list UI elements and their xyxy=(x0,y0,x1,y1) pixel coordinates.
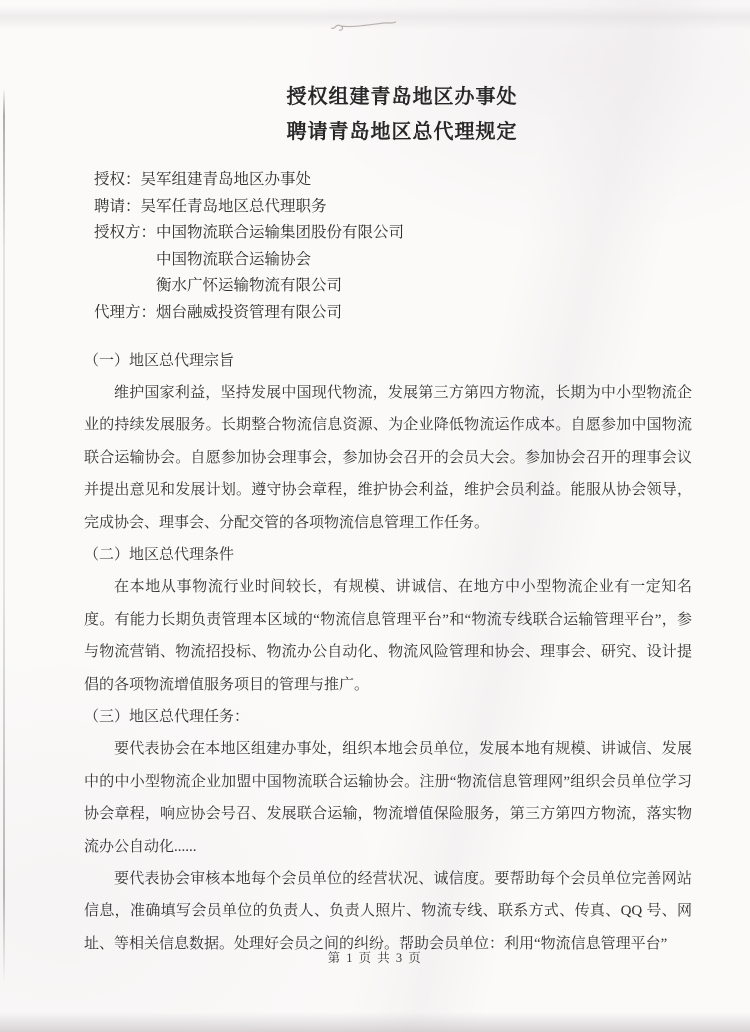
meta-line-authorizer-2: 中国物流联合运输协会 xyxy=(156,250,312,268)
section-1-heading: （一）地区总代理宗旨 xyxy=(84,352,235,369)
meta-line-agent: 代理方：烟台融威投资管理有限公司 xyxy=(94,303,343,321)
section-2-heading: （二）地区总代理条件 xyxy=(84,547,235,563)
section-1-paragraph-1: 维护国家利益，坚持发展中国现代物流，发展第三方第四方物流，长期为中小型物流企业的持续发展服务。长期整合物流信息资源、为企业降低物流运作成本。自愿参加中国物流联合运输协会。自愿参加协会理事会，参加协会召开的会员大会。参加协会召开的理事会议并提出意见和发展计划。遵守协会章程，维护协会利益，维护会员利益。能服从协会领导，完成协会、理事会、分配交管的各项物流信息管理工作任务。 xyxy=(84,384,692,531)
document-title xyxy=(98,80,706,150)
pen-mark-artifact xyxy=(328,16,404,36)
meta-line-authorizer-3: 衡水广怀运输物流有限公司 xyxy=(156,277,343,295)
document-body xyxy=(84,80,692,960)
section-3-paragraph-2: 要代表协会审核本地每个会员单位的经营状况、诚信度。要帮助每个会员单位完善网站信息，准确填写会员单位的负责人、负责人照片、物流专线、联系方式、传真、QQ 号、网址、等相关信息数据。处理好会员之间的纠纷。帮助会员单位：利用“物流信息管理平台” xyxy=(84,871,692,952)
section-2-paragraph-1: 在本地从事物流行业时间较长，有规模、讲诚信、在地方中小型物流企业有一定知名度。有能力长期负责管理本区域的“物流信息管理平台”和“物流专线联合运输管理平台”，参与物流营销、物流招投标、物流办公自动化、物流风险管理和协会、理事会、研究、设计提倡的各项物流增值服务项目的管理与推广。 xyxy=(84,579,692,693)
page-number-footer: 第 1 页 共 3 页 xyxy=(327,951,423,965)
section-3-paragraph-1: 要代表协会在本地区组建办事处，组织本地会员单位，发展本地有规模、讲诚信、发展中的中小型物流企业加盟中国物流联合运输协会。注册“物流信息管理网”组织会员单位学习协会章程，响应协会号召、发展联合运输，物流增值保险服务，第三方第四方物流，落实物流办公自动化...... xyxy=(84,741,692,855)
section-3-heading: （三）地区总代理任务： xyxy=(84,709,250,726)
meta-line-appointment: 聘请：吴军任青岛地区总代理职务 xyxy=(94,197,327,215)
meta-line-authorizer-1: 授权方：中国物流联合运输集团股份有限公司 xyxy=(94,224,405,242)
scan-shadow-bottom xyxy=(0,1012,750,1032)
scan-edge-line-left xyxy=(3,88,5,983)
document-title-line-1: 授权组建青岛地区办事处 xyxy=(286,86,518,108)
meta-line-authorization: 授权：吴军组建青岛地区办事处 xyxy=(94,171,312,188)
document-title-line-2: 聘请青岛地区总代理规定 xyxy=(286,121,518,143)
sections xyxy=(84,345,692,961)
meta-block xyxy=(84,167,692,327)
